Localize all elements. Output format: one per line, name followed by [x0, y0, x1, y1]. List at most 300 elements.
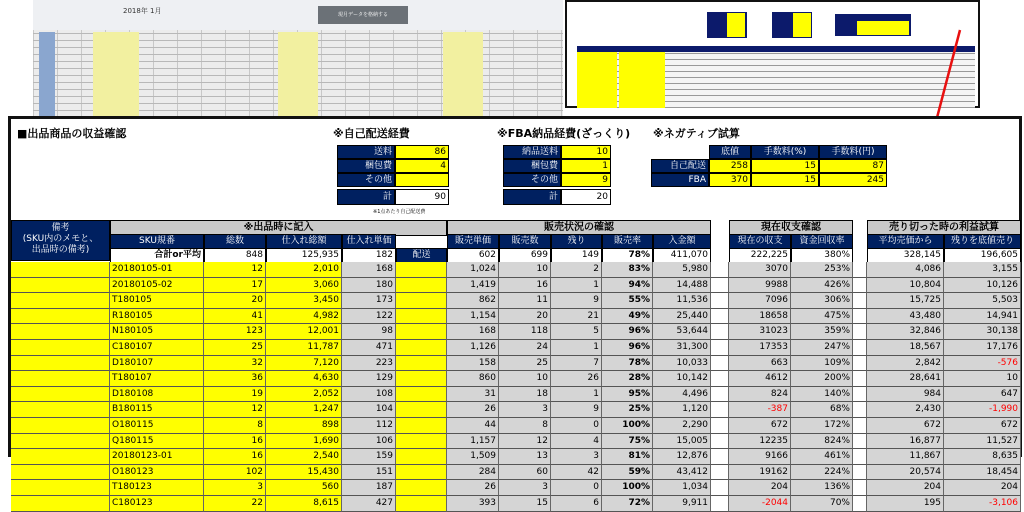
table-row: [11, 496, 1021, 512]
self-ship-total-label: 計: [337, 189, 395, 205]
spacer-cell: [853, 402, 867, 418]
unit-cost-cell: 471: [342, 340, 396, 356]
fba-total-label: 計: [503, 189, 561, 205]
sold-cell: 12: [499, 434, 551, 450]
cost-total-cell[interactable]: 2,540: [266, 449, 342, 465]
sku-cell[interactable]: B180115: [110, 402, 204, 418]
sum-cost-total: 125,935: [266, 248, 342, 263]
total-cell[interactable]: 36: [204, 371, 266, 387]
ship-cell[interactable]: [396, 402, 447, 418]
price-cell: 1,419: [447, 278, 499, 294]
avg-profit-cell: 28,641: [867, 371, 944, 387]
floor-profit-cell: 11,527: [944, 434, 1021, 450]
avg-profit-cell: 984: [867, 387, 944, 403]
cost-total-cell[interactable]: 1,247: [266, 402, 342, 418]
thumbnail-yellow-column: [443, 32, 483, 118]
sku-cell[interactable]: D180107: [110, 356, 204, 372]
price-cell: 862: [447, 293, 499, 309]
balance-cell: 204: [729, 480, 791, 496]
table-row: [11, 340, 1021, 356]
memo-cell[interactable]: [11, 371, 110, 387]
total-cell[interactable]: 20: [204, 293, 266, 309]
spacer-cell: [853, 418, 867, 434]
spacer-cell: [711, 278, 729, 294]
deposit-cell: 53,644: [653, 324, 711, 340]
total-cell[interactable]: 123: [204, 324, 266, 340]
sold-cell: 16: [499, 278, 551, 294]
sold-cell: 10: [499, 371, 551, 387]
floor-profit-cell: 17,176: [944, 340, 1021, 356]
self-ship-note: ※1点あたり自己配送費: [373, 209, 426, 215]
price-cell: 31: [447, 387, 499, 403]
memo-cell[interactable]: [11, 309, 110, 325]
sum-rate: 78%: [602, 248, 653, 263]
cost-total-cell[interactable]: 560: [266, 480, 342, 496]
unit-cost-cell: 223: [342, 356, 396, 372]
rate-cell: 94%: [602, 278, 653, 294]
ship-cell[interactable]: [396, 449, 447, 465]
sum-sold: 699: [499, 248, 551, 263]
sold-cell: 8: [499, 418, 551, 434]
left-cell: 1: [551, 387, 602, 403]
unit-cost-cell: 187: [342, 480, 396, 496]
left-cell: 21: [551, 309, 602, 325]
left-cell: 7: [551, 356, 602, 372]
memo-cell[interactable]: [11, 465, 110, 481]
spacer-cell: [853, 262, 867, 278]
spacer-cell: [853, 340, 867, 356]
balance-cell: 9166: [729, 449, 791, 465]
ship-cell[interactable]: [396, 340, 447, 356]
price-cell: 1,157: [447, 434, 499, 450]
left-cell: 0: [551, 418, 602, 434]
self-ship-title: ※自己配送経費: [333, 127, 410, 140]
ship-cell[interactable]: [396, 309, 447, 325]
fba-label: その他: [503, 173, 561, 187]
negative-value[interactable]: 258: [709, 159, 751, 173]
rate-cell: 25%: [602, 402, 653, 418]
cost-total-cell[interactable]: 2,052: [266, 387, 342, 403]
negative-value[interactable]: 370: [709, 173, 751, 187]
group-header-profit: 売り切った時の利益試算: [867, 220, 1021, 236]
self-ship-value[interactable]: 4: [395, 159, 449, 173]
balance-cell: 663: [729, 356, 791, 372]
price-cell: 168: [447, 324, 499, 340]
ship-cell[interactable]: [396, 293, 447, 309]
spacer-cell: [711, 309, 729, 325]
sum-left: 149: [551, 248, 602, 263]
sum-floor: 196,605: [944, 248, 1021, 263]
col-recover: 資金回収率: [791, 234, 853, 249]
table-row: [11, 293, 1021, 309]
rate-cell: 100%: [602, 418, 653, 434]
recover-cell: 68%: [791, 402, 853, 418]
negative-value: 245: [819, 173, 887, 187]
left-cell: 42: [551, 465, 602, 481]
price-cell: 1,154: [447, 309, 499, 325]
cost-total-cell[interactable]: 1,690: [266, 434, 342, 450]
total-cell[interactable]: 22: [204, 496, 266, 512]
sku-cell[interactable]: O180123: [110, 465, 204, 481]
balance-cell: 4612: [729, 371, 791, 387]
rate-cell: 96%: [602, 324, 653, 340]
total-cell[interactable]: 17: [204, 278, 266, 294]
price-cell: 1,024: [447, 262, 499, 278]
spacer-cell: [853, 293, 867, 309]
avg-profit-cell: 11,867: [867, 449, 944, 465]
deposit-cell: 12,876: [653, 449, 711, 465]
col-ship: 配送: [396, 248, 447, 263]
deposit-cell: 25,440: [653, 309, 711, 325]
floor-profit-cell: 10: [944, 371, 1021, 387]
sku-cell[interactable]: N180105: [110, 324, 204, 340]
left-cell: 5: [551, 324, 602, 340]
total-cell[interactable]: 41: [204, 309, 266, 325]
table-row: [11, 434, 1021, 450]
negative-header: 手数料(%): [751, 145, 819, 159]
table-row: [11, 387, 1021, 403]
balance-cell: -2044: [729, 496, 791, 512]
unit-cost-cell: 106: [342, 434, 396, 450]
rate-cell: 78%: [602, 356, 653, 372]
sum-deposit: 411,070: [653, 248, 711, 263]
spacer-cell: [711, 465, 729, 481]
spacer-cell: [853, 309, 867, 325]
negative-value[interactable]: 15: [751, 173, 819, 187]
spacer-cell: [711, 480, 729, 496]
unit-cost-cell: 173: [342, 293, 396, 309]
floor-profit-cell: 5,503: [944, 293, 1021, 309]
negative-row-label: FBA: [651, 173, 709, 187]
cost-total-cell[interactable]: 8,615: [266, 496, 342, 512]
spacer-cell: [711, 402, 729, 418]
sold-cell: 24: [499, 340, 551, 356]
total-cell[interactable]: 25: [204, 340, 266, 356]
cost-total-cell[interactable]: 2,010: [266, 262, 342, 278]
deposit-cell: 2,290: [653, 418, 711, 434]
price-cell: 158: [447, 356, 499, 372]
thumbnail-header-band: [577, 46, 975, 52]
balance-cell: -387: [729, 402, 791, 418]
price-cell: 44: [447, 418, 499, 434]
rate-cell: 75%: [602, 434, 653, 450]
memo-cell[interactable]: [11, 387, 110, 403]
cost-total-cell[interactable]: 12,001: [266, 324, 342, 340]
sku-cell[interactable]: T180123: [110, 480, 204, 496]
recover-cell: 136%: [791, 480, 853, 496]
thumbnail-yellow-column: [93, 32, 139, 118]
memo-cell[interactable]: [11, 402, 110, 418]
fba-total: 20: [561, 189, 611, 205]
avg-profit-cell: 10,804: [867, 278, 944, 294]
memo-cell[interactable]: [11, 324, 110, 340]
total-cell[interactable]: 32: [204, 356, 266, 372]
table-row: [11, 449, 1021, 465]
rate-cell: 49%: [602, 309, 653, 325]
rate-cell: 96%: [602, 340, 653, 356]
left-cell: 9: [551, 402, 602, 418]
floor-profit-cell: -3,106: [944, 496, 1021, 512]
left-cell: 2: [551, 262, 602, 278]
deposit-cell: 10,033: [653, 356, 711, 372]
thumbnail-yellow-box: [727, 13, 745, 37]
left-cell: 1: [551, 278, 602, 294]
memo-header: 備考 (SKU内のメモと、 出品時の備考): [11, 220, 110, 261]
cost-total-cell[interactable]: 15,430: [266, 465, 342, 481]
cost-total-cell[interactable]: 898: [266, 418, 342, 434]
sold-cell: 3: [499, 480, 551, 496]
sold-cell: 15: [499, 496, 551, 512]
unit-cost-cell: 180: [342, 278, 396, 294]
memo-cell[interactable]: [11, 496, 110, 512]
memo-cell[interactable]: [11, 418, 110, 434]
background-spreadsheet-thumbnail-right: [565, 0, 980, 108]
sku-cell[interactable]: 20180105-02: [110, 278, 204, 294]
ship-cell[interactable]: [396, 418, 447, 434]
total-cell[interactable]: 12: [204, 402, 266, 418]
left-cell: 9: [551, 293, 602, 309]
sum-balance: 222,225: [729, 248, 791, 263]
ship-cell[interactable]: [396, 278, 447, 294]
sku-cell[interactable]: C180123: [110, 496, 204, 512]
unit-cost-cell: 168: [342, 262, 396, 278]
floor-profit-cell: 14,941: [944, 309, 1021, 325]
recover-cell: 426%: [791, 278, 853, 294]
recover-cell: 253%: [791, 262, 853, 278]
self-ship-value[interactable]: 86: [395, 145, 449, 159]
left-cell: 1: [551, 340, 602, 356]
sold-cell: 25: [499, 356, 551, 372]
negative-value[interactable]: 15: [751, 159, 819, 173]
sold-cell: 11: [499, 293, 551, 309]
ship-cell[interactable]: [396, 465, 447, 481]
sku-cell[interactable]: R180105: [110, 309, 204, 325]
spacer-cell: [711, 418, 729, 434]
cost-total-cell[interactable]: 4,982: [266, 309, 342, 325]
deposit-cell: 15,005: [653, 434, 711, 450]
avg-profit-cell: 16,877: [867, 434, 944, 450]
table-row: [11, 402, 1021, 418]
total-cell[interactable]: 8: [204, 418, 266, 434]
floor-profit-cell: -1,990: [944, 402, 1021, 418]
avg-profit-cell: 20,574: [867, 465, 944, 481]
ship-cell[interactable]: [396, 496, 447, 512]
unit-cost-cell: 104: [342, 402, 396, 418]
balance-cell: 672: [729, 418, 791, 434]
ship-cell[interactable]: [396, 434, 447, 450]
price-cell: 860: [447, 371, 499, 387]
balance-cell: 3070: [729, 262, 791, 278]
left-cell: 3: [551, 449, 602, 465]
deposit-cell: 1,120: [653, 402, 711, 418]
table-row: [11, 309, 1021, 325]
sum-total: 848: [204, 248, 266, 263]
recover-cell: 109%: [791, 356, 853, 372]
fba-value[interactable]: 9: [561, 173, 611, 187]
memo-cell[interactable]: [11, 293, 110, 309]
total-cell[interactable]: 16: [204, 449, 266, 465]
deposit-cell: 43,412: [653, 465, 711, 481]
sku-cell[interactable]: T180107: [110, 371, 204, 387]
deposit-cell: 9,911: [653, 496, 711, 512]
spacer-cell: [853, 496, 867, 512]
ship-cell[interactable]: [396, 262, 447, 278]
table-row: [11, 465, 1021, 481]
ship-cell[interactable]: [396, 480, 447, 496]
avg-profit-cell: 43,480: [867, 309, 944, 325]
spacer-cell: [711, 356, 729, 372]
floor-profit-cell: 8,635: [944, 449, 1021, 465]
cost-total-cell[interactable]: 7,120: [266, 356, 342, 372]
sum-unit-cost: 182: [342, 248, 396, 263]
avg-profit-cell: 4,086: [867, 262, 944, 278]
col-sku: SKU規番: [110, 234, 204, 249]
thumbnail-yellow-column: [577, 52, 617, 108]
thumbnail-yellow-column: [278, 32, 318, 118]
cost-total-cell[interactable]: 3,450: [266, 293, 342, 309]
floor-profit-cell: 10,126: [944, 278, 1021, 294]
spacer-cell: [711, 496, 729, 512]
deposit-cell: 5,980: [653, 262, 711, 278]
spacer-cell: [853, 449, 867, 465]
ship-cell[interactable]: [396, 387, 447, 403]
floor-profit-cell: 30,138: [944, 324, 1021, 340]
thumbnail-header: [33, 0, 563, 30]
sum-recover: 380%: [791, 248, 853, 263]
recover-cell: 140%: [791, 387, 853, 403]
col-total: 総数: [204, 234, 266, 249]
sku-cell[interactable]: T180105: [110, 293, 204, 309]
avg-profit-cell: 672: [867, 418, 944, 434]
sum-avg: 328,145: [867, 248, 944, 263]
col-left: 残り: [551, 234, 602, 249]
sold-cell: 13: [499, 449, 551, 465]
recover-cell: 475%: [791, 309, 853, 325]
balance-cell: 17353: [729, 340, 791, 356]
ship-cell[interactable]: [396, 371, 447, 387]
recover-cell: 824%: [791, 434, 853, 450]
memo-cell[interactable]: [11, 449, 110, 465]
sold-cell: 20: [499, 309, 551, 325]
spacer-cell: [853, 387, 867, 403]
spacer-cell: [853, 434, 867, 450]
table-row: [11, 278, 1021, 294]
cost-total-cell[interactable]: 4,630: [266, 371, 342, 387]
sold-cell: 118: [499, 324, 551, 340]
group-header-listing: ※出品時に記入: [110, 220, 447, 236]
memo-cell[interactable]: [11, 278, 110, 294]
unit-cost-cell: 159: [342, 449, 396, 465]
cost-total-cell[interactable]: 11,787: [266, 340, 342, 356]
fba-value[interactable]: 1: [561, 159, 611, 173]
recover-cell: 306%: [791, 293, 853, 309]
total-cell[interactable]: 19: [204, 387, 266, 403]
sold-cell: 60: [499, 465, 551, 481]
unit-cost-cell: 122: [342, 309, 396, 325]
deposit-cell: 10,142: [653, 371, 711, 387]
thumbnail-date: 2018年 1月: [123, 7, 162, 15]
negative-header: 手数料(円): [819, 145, 887, 159]
sku-cell[interactable]: C180107: [110, 340, 204, 356]
self-ship-value[interactable]: [395, 173, 449, 187]
store-month-data-button[interactable]: 現月データを格納する: [318, 6, 408, 24]
total-cell[interactable]: 16: [204, 434, 266, 450]
col-cost-total: 仕入れ総額: [266, 234, 342, 249]
deposit-cell: 11,536: [653, 293, 711, 309]
fba-value[interactable]: 10: [561, 145, 611, 159]
balance-cell: 9988: [729, 278, 791, 294]
price-cell: 1,126: [447, 340, 499, 356]
table-row: [11, 324, 1021, 340]
floor-profit-cell: -576: [944, 356, 1021, 372]
recover-cell: 224%: [791, 465, 853, 481]
sku-cell[interactable]: Q180115: [110, 434, 204, 450]
total-cell[interactable]: 12: [204, 262, 266, 278]
left-cell: 0: [551, 480, 602, 496]
col-price: 販売単価: [447, 234, 499, 249]
sku-cell[interactable]: O180115: [110, 418, 204, 434]
sku-cell[interactable]: 20180123-01: [110, 449, 204, 465]
avg-profit-cell: 15,725: [867, 293, 944, 309]
fba-label: 納品送料: [503, 145, 561, 159]
avg-profit-cell: 195: [867, 496, 944, 512]
col-floor: 残りを底値売り: [944, 234, 1021, 249]
negative-row-label: 自己配送: [651, 159, 709, 173]
table-row: [11, 262, 1021, 278]
memo-cell[interactable]: [11, 356, 110, 372]
balance-cell: 19162: [729, 465, 791, 481]
col-balance: 現在の収支: [729, 234, 791, 249]
recover-cell: 247%: [791, 340, 853, 356]
total-cell[interactable]: 102: [204, 465, 266, 481]
ship-cell[interactable]: [396, 356, 447, 372]
negative-value: 87: [819, 159, 887, 173]
avg-profit-cell: 2,842: [867, 356, 944, 372]
table-row: [11, 418, 1021, 434]
sum-price: 602: [447, 248, 499, 263]
balance-cell: 7096: [729, 293, 791, 309]
price-cell: 284: [447, 465, 499, 481]
sku-cell[interactable]: D180108: [110, 387, 204, 403]
ship-cell[interactable]: [396, 324, 447, 340]
spacer-cell: [711, 387, 729, 403]
price-cell: 26: [447, 402, 499, 418]
total-cell[interactable]: 3: [204, 480, 266, 496]
avg-profit-cell: 18,567: [867, 340, 944, 356]
unit-cost-cell: 151: [342, 465, 396, 481]
recover-cell: 70%: [791, 496, 853, 512]
recover-cell: 200%: [791, 371, 853, 387]
balance-cell: 824: [729, 387, 791, 403]
recover-cell: 172%: [791, 418, 853, 434]
sku-cell[interactable]: 20180105-01: [110, 262, 204, 278]
thumbnail-blue-column: [39, 32, 55, 118]
table-row: [11, 480, 1021, 496]
memo-cell[interactable]: [11, 434, 110, 450]
spacer-cell: [853, 371, 867, 387]
self-ship-label: 送料: [337, 145, 395, 159]
memo-cell[interactable]: [11, 262, 110, 278]
rate-cell: 59%: [602, 465, 653, 481]
memo-cell[interactable]: [11, 480, 110, 496]
thumbnail-yellow-box: [857, 21, 909, 35]
memo-cell[interactable]: [11, 340, 110, 356]
left-cell: 4: [551, 434, 602, 450]
rate-cell: 83%: [602, 262, 653, 278]
cost-total-cell[interactable]: 3,060: [266, 278, 342, 294]
unit-cost-cell: 108: [342, 387, 396, 403]
unit-cost-cell: 129: [342, 371, 396, 387]
